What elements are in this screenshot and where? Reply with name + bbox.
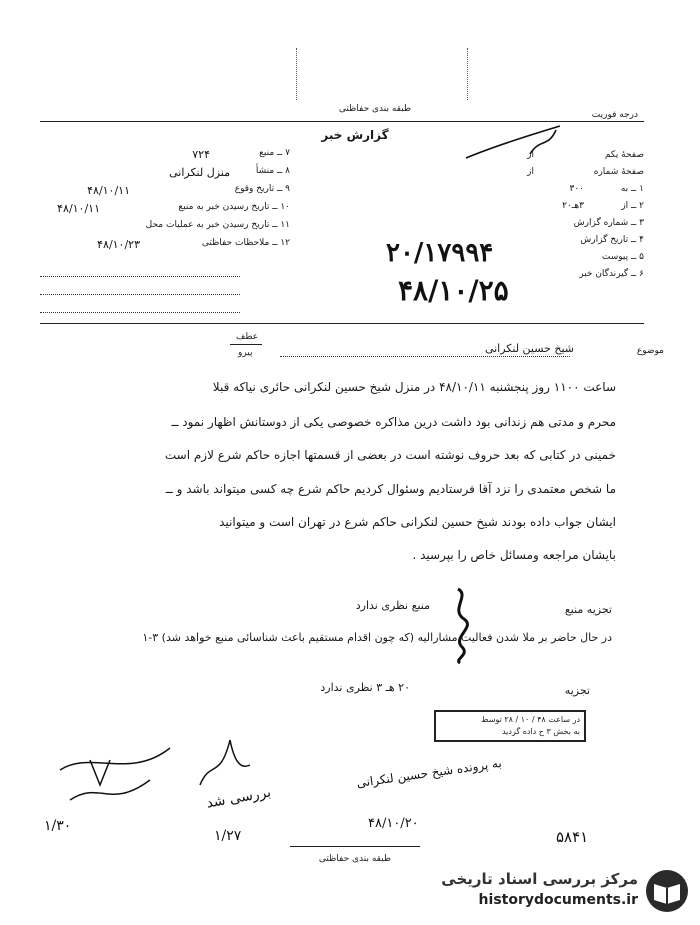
bottom-classification: طبقه بندی حفاظتی <box>318 854 392 864</box>
field-value: از <box>527 150 534 160</box>
field-label: صفحهٔ یکم <box>604 150 644 160</box>
right-field-row <box>400 167 644 184</box>
field-value: ۷۲۴ <box>192 148 210 161</box>
signature-middle: بررسی شد <box>205 784 273 812</box>
source-note-label: تجزیه منبع <box>564 603 612 616</box>
field-label: صفحهٔ شماره <box>593 167 644 177</box>
report-line: ساعت ۱۱۰۰ روز پنجشنبه ۴۸/۱۰/۱۱ در منزل شیخ حسین لنکرانی حائری نیاکه قبلا <box>212 380 616 394</box>
signature-right: به پرونده شیخ حسین لنکرانی <box>355 755 503 791</box>
field-label: ۲ ــ از <box>621 201 644 211</box>
left-field-row <box>40 202 290 220</box>
handwritten-date: ۴۸/۱۰/۲۵ <box>398 274 509 307</box>
top-classification-box <box>296 48 468 100</box>
report-line: ما شخص معتمدی را نزد آقا فرستادیم وسئوال کردیم حاکم شرع چه کسی میتواند باشد و ــ <box>165 482 616 496</box>
subject-value: شیخ حسین لنکرانی <box>484 342 574 355</box>
field-label: ۸ ــ منشأ <box>255 166 290 176</box>
signature-left-date: ۱/۳۰ <box>44 818 72 834</box>
field-label: ۱۱ ــ تاریخ رسیدن خبر به عملیات محل <box>145 220 290 230</box>
report-line: ایشان جواب داده بودند شیخ حسین لنکرانی حاکم شرع در تهران است و میتوانید <box>219 515 616 529</box>
left-field-row <box>40 220 290 238</box>
field-label: ۹ ــ تاریخ وقوع <box>234 184 290 194</box>
field-label: ۷ ــ منبع <box>259 148 290 158</box>
file-number: ۵۸۴۱ <box>556 828 589 846</box>
stamp-line: در ساعت ۴۸ / ۱۰ / ۲۸ توسط <box>481 715 580 724</box>
signature-middle-date: ۱/۲۷ <box>214 828 242 844</box>
blank-line <box>40 294 240 295</box>
blank-line <box>40 312 240 313</box>
field-value: ۴۸/۱۰/۱۱ <box>57 202 100 215</box>
analysis-value: ۲۰ هـ ۳ نظری ندارد <box>320 681 410 694</box>
left-field-row <box>40 238 290 256</box>
ref-label: عطف <box>236 332 259 342</box>
right-field-row <box>400 150 644 167</box>
right-field-row <box>400 201 644 218</box>
signature-right-date: ۴۸/۱۰/۲۰ <box>368 816 419 831</box>
report-line: بایشان مراجعه ومسائل خاص را بپرسید . <box>412 548 616 562</box>
right-field-row <box>400 218 644 235</box>
subject-line <box>280 356 570 357</box>
book-logo-icon <box>644 868 690 914</box>
bottom-rule <box>290 846 420 847</box>
subject-label: موضوع <box>636 346 664 356</box>
field-value: ۴۸/۱۰/۱۱ <box>87 184 130 197</box>
top-classification: طبقه بندی حفاظتی <box>338 104 412 114</box>
watermark-en: historydocuments.ir <box>478 892 638 908</box>
field-label: ۴ ــ تاریخ گزارش <box>580 235 644 245</box>
source-note-value: منبع نظری ندارد <box>355 599 430 612</box>
signature-left-icon <box>40 740 180 820</box>
report-line: خمینی در کتابی که بعد حروف نوشته است در بعضی از قسمتها اجازه حاکم شرع لازم است <box>164 448 616 462</box>
field-value: ۳۰۰ <box>569 184 584 194</box>
watermark-fa: مرکز بررسی اسناد تاریخی <box>441 870 638 888</box>
field-label: ۵ ــ پیوست <box>601 252 644 262</box>
dispatch-stamp <box>434 710 586 742</box>
field-value: ۳هـ۲۰ <box>562 201 584 211</box>
ink-blot-icon <box>440 585 480 665</box>
action-note: در حال حاضر بر ملا شدن فعالیت مشارالیه (که چون اقدام مستقیم باعث شناسائی منبع خواهد شد) ۳-۱ <box>142 631 612 644</box>
left-field-row <box>40 184 290 202</box>
stamp-line: به بخش ۳ ح داده گردید <box>501 727 580 736</box>
document-title: گزارش خبر <box>321 128 389 142</box>
ref-box <box>230 344 262 345</box>
blank-line <box>40 276 240 277</box>
subject-rule <box>40 323 644 324</box>
analysis-label: تجزیه <box>564 684 590 697</box>
handwritten-number: ۲۰/۱۷۹۹۴ <box>386 238 494 268</box>
field-value: منزل لنکرانی <box>169 166 230 179</box>
field-label: ۶ ــ گیرندگان خبر <box>579 269 644 279</box>
field-value: از <box>527 167 534 177</box>
priority-label: درجه فوریت <box>591 110 638 120</box>
signature-middle-icon <box>190 730 260 790</box>
field-value: ۴۸/۱۰/۲۳ <box>97 238 140 251</box>
ref-sub: پیرو <box>238 348 253 358</box>
field-label: ۱۲ ــ ملاحظات حفاظتی <box>201 238 290 248</box>
right-field-row <box>400 184 644 201</box>
field-label: ۱۰ ــ تاریخ رسیدن خبر به منبع <box>178 202 290 212</box>
field-label: ۳ ــ شماره گزارش <box>573 218 644 228</box>
left-field-row <box>40 166 290 184</box>
field-label: ۱ ــ به <box>620 184 644 194</box>
watermark <box>420 866 690 916</box>
left-field-row <box>40 148 290 166</box>
report-line: محرم و مدتی هم زندانی بود داشت درین مذاکره خصوصی یکی از دوستانش اظهار نمود ــ <box>171 415 616 429</box>
